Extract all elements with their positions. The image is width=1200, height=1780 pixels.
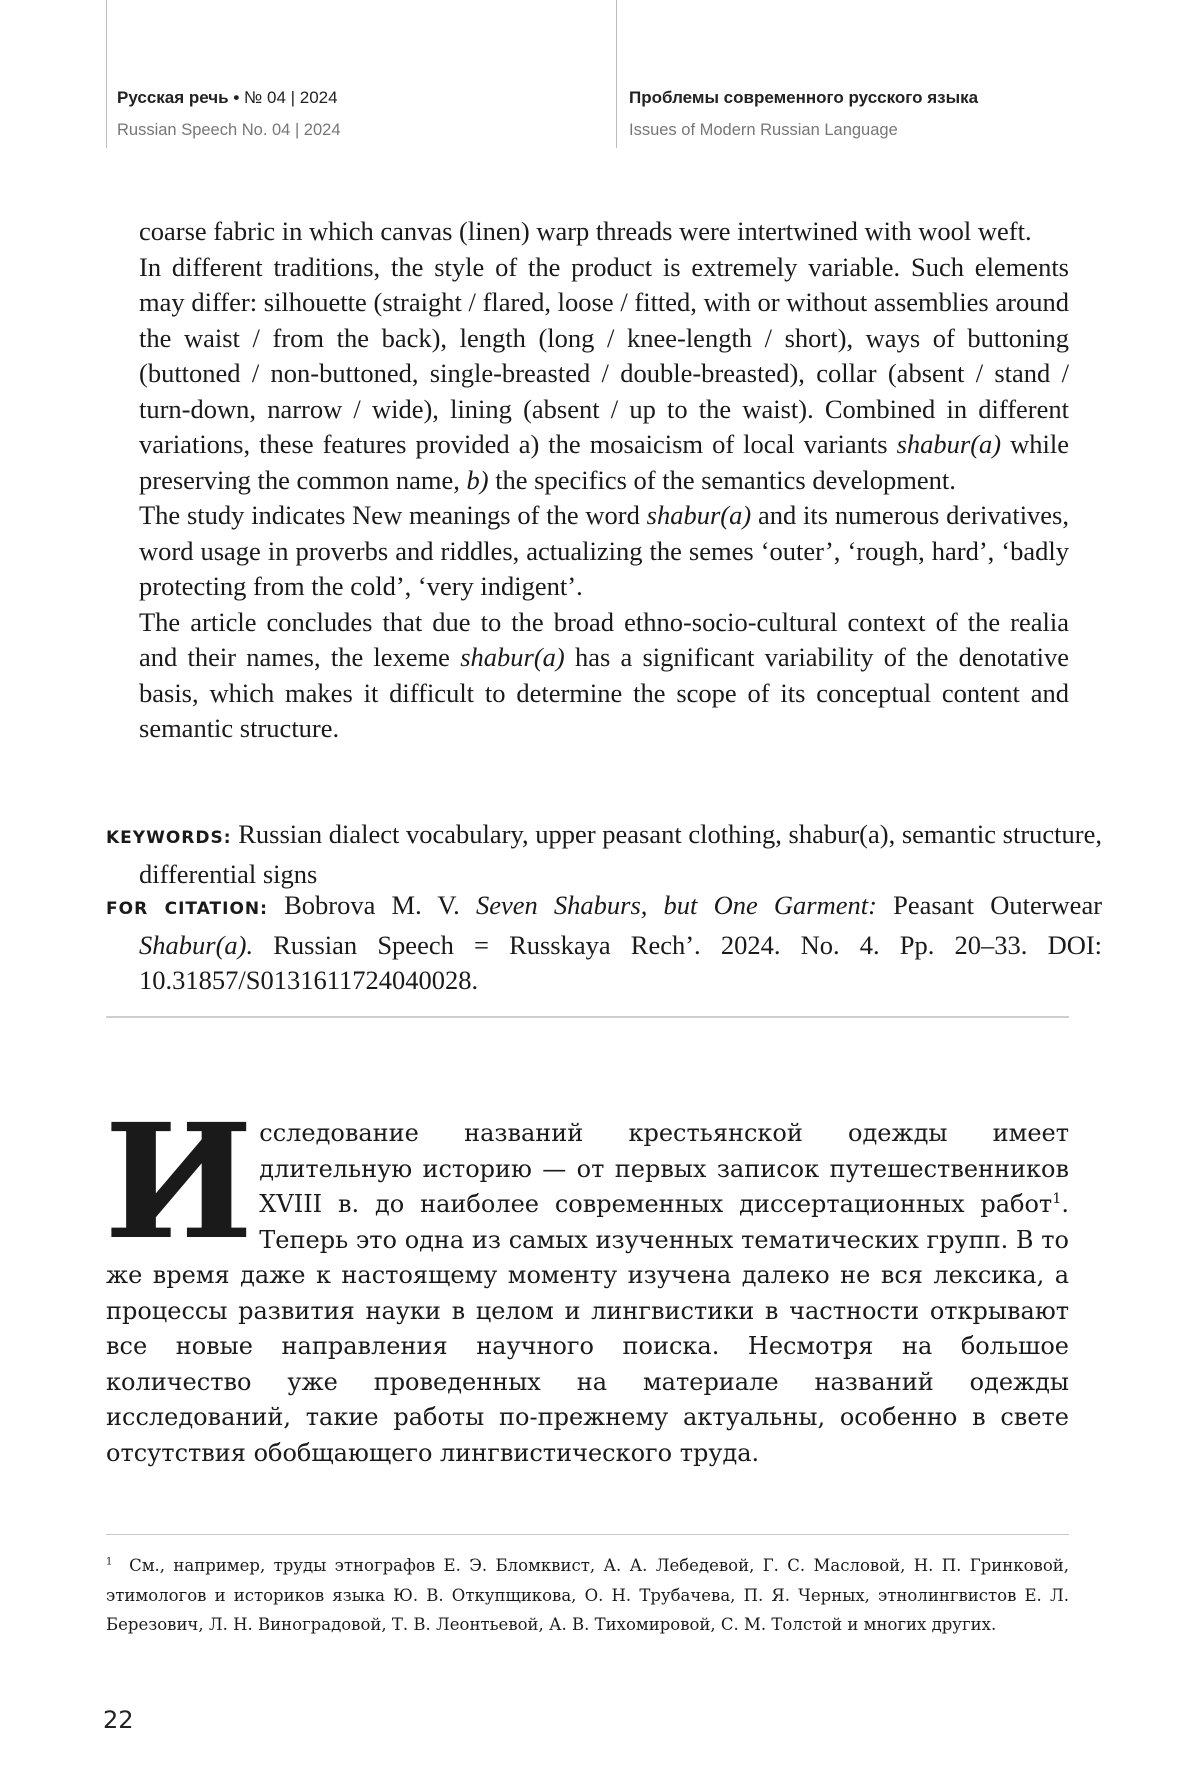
journal-title-en: Russian Speech No. 04 | 2024: [117, 121, 341, 139]
footnote-number: 1: [106, 1556, 113, 1568]
footnote-text: См., например, труды этнографов Е. Э. Бломквист, А. А. Лебедевой, Г. С. Масловой, Н. П. Гринковой, этимологов и историков языка Ю. В. Откупщикова, О. Н. Трубачева, П. Я. Черных, этнолингвистов Е. Л. Березович, Л. Н. Виноградовой, Т. В. Леонтьевой, А. В. Тихомировой, С. М. Толстой и многих других.: [106, 1556, 1069, 1634]
abstract-paragraph: In different traditions, the style of the product is extremely variable. Such elements may differ: silhouette (straight / flared, loose / fitted, with or without assemblies around the waist / from the back), length (long / knee-length / short), ways of buttoning (buttoned / non-buttoned, single-breasted / double-breasted), collar (absent / stand / turn-down, narrow / wide), lining (absent / up to the waist). Combined in different variations, these features provided a) the mosaicism of local variants shabur(a) while preserving the common name, b) the specifics of the semantics development.: [139, 251, 1070, 495]
citation: FOR CITATION: Bobrova M. V. Seven Shaburs, but One Garment: Peasant Outerwear Shabur(a). Russian Speech = Russkaya Rech’. 2024. No. 4. Pp. 20–33. DOI: 10.31857/S0131611724040028.: [106, 890, 1103, 995]
abstract-divider: [106, 1016, 1069, 1018]
abstract: [139, 214, 1069, 747]
abstract-paragraph: The study indicates New meanings of the word shabur(a) and its numerous derivatives, word usage in proverbs and riddles, actualizing the semes ‘outer’, ‘rough, hard’, ‘badly protecting from the cold’, ‘very indigent’.: [139, 500, 1069, 601]
header-right: [629, 85, 978, 143]
abstract-paragraph: The article concludes that due to the broad ethno-socio-cultural context of the realia and their names, the lexeme shabur(a) has a significant variability of the denotative basis, which makes it difficult to determine the scope of its conceptual content and semantic structure.: [139, 606, 1069, 743]
footnote-ref[interactable]: 1: [1052, 1191, 1062, 1207]
keywords-label: KEYWORDS:: [106, 828, 232, 848]
footnote-divider: [106, 1534, 1069, 1535]
footnote: [106, 1551, 1069, 1640]
keywords: [106, 817, 1102, 892]
dropcap: И: [104, 1090, 254, 1275]
section-title-ru: Проблемы современного русского языка: [629, 88, 979, 107]
section-title-en: Issues of Modern Russian Language: [629, 121, 898, 139]
abstract-paragraph: coarse fabric in which canvas (linen) warp threads were intertwined with wool weft.: [139, 216, 1032, 246]
article-body: Исследование названий крестьянской одежды имеет длительную историю — от первых записок путешественников XVIII в. до наиболее современных диссертационных работ$^1$. Теперь это одна из самых изученных тематических групп. В то же время даже к настоящему моменту изучена далеко не вся лексика, а процессы развития науки в целом и лингвистики в частности открывают все новые направления научного поиска. Несмотря на большое количество уже проведенных на материале названий одежды исследований, такие работы по-прежнему актуальны, особенно в свете отсутствия обобщающего лингвистического труда.: [104, 1090, 1069, 1467]
header-divider-left: [106, 0, 107, 148]
citation-label: FOR CITATION:: [106, 899, 268, 919]
page-number: 22: [103, 1706, 134, 1734]
journal-title-ru: Русская речь • № 04 | 2024: [117, 88, 338, 107]
header-left: [117, 85, 341, 143]
header-divider-middle: [616, 0, 617, 148]
keywords-text: Russian dialect vocabulary, upper peasant clothing, shabur(a), semantic structure, differential signs: [139, 819, 1102, 889]
